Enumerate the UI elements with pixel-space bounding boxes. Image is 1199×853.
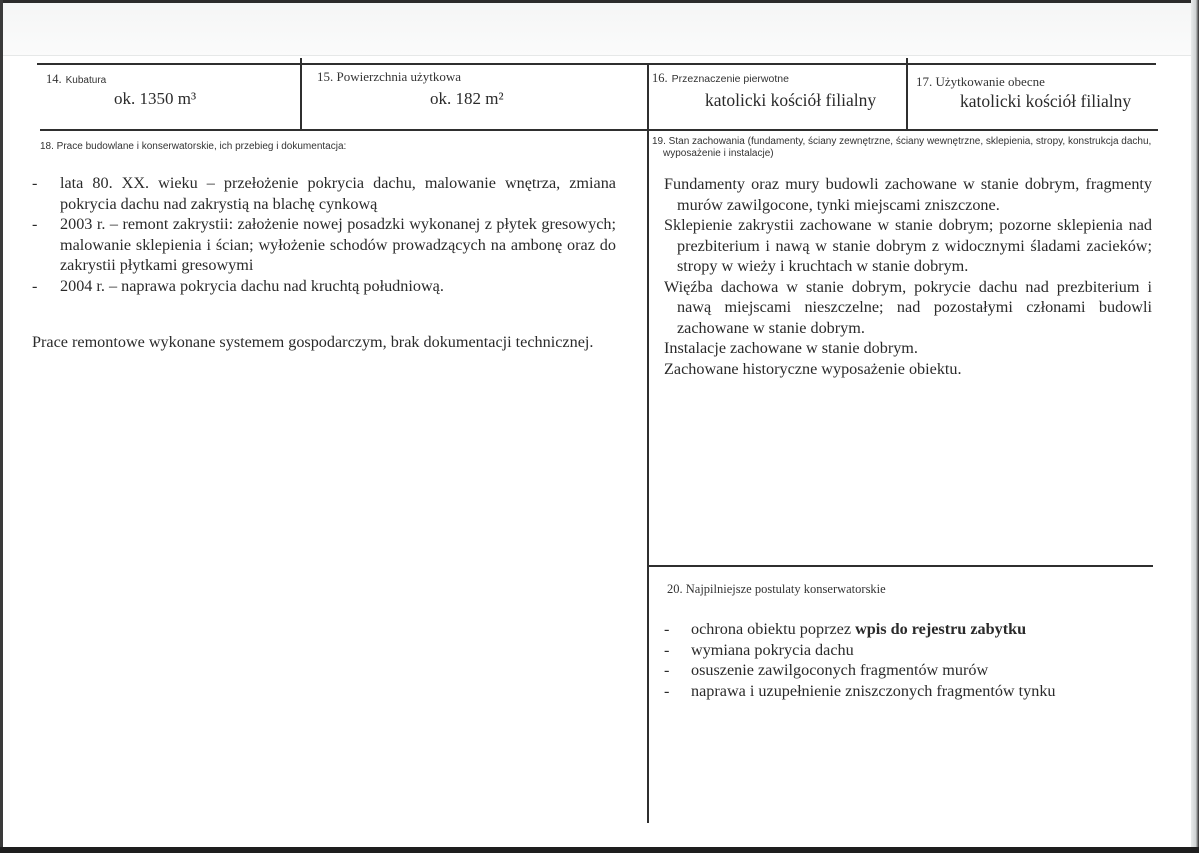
field-17-value: katolicki kościół filialny	[960, 91, 1132, 111]
list-item-text: wymiana pokrycia dachu	[691, 640, 854, 659]
bullet-dash: -	[664, 620, 670, 638]
field-17-label	[916, 74, 1045, 90]
list-item	[664, 660, 1144, 681]
rule-col-17	[906, 58, 908, 130]
scan-edge-top	[0, 0, 1199, 3]
list-item-text: lata 80. XX. wieku – przełożenie pokrycia dachu, malowanie wnętrza, zmiana pokrycia dachu nad zakrystią na blachę cynkową	[60, 174, 616, 213]
field-17-title: Użytkowanie obecne	[935, 74, 1045, 89]
list-item	[664, 640, 1144, 661]
bullet-dash: -	[32, 215, 38, 233]
field-16-value: katolicki kościół filialny	[705, 90, 877, 110]
field-14-number: 14.	[46, 72, 62, 86]
field-14-title: Kubatura	[65, 75, 107, 86]
section-19-paragraph: Sklepienie zakrystii zachowane w stanie dobrym; pozorne sklepienia nad prezbiterium i nawą w stanie dobrym z widocznymi śladami zacieków; stropy w wieży i kruchtach w stanie dobrym.	[664, 216, 1152, 275]
bullet-dash: -	[664, 640, 670, 659]
section-19-paragraph: Więźba dachowa w stanie dobrym, pokrycie dachu nad prezbiterium i nawą miejscami nieszczelne; nad pozostałymi członami budowli zachowane w stanie dobrym.	[664, 277, 1152, 337]
section-18-heading: 18. Prace budowlane i konserwatorskie, ich przebieg i dokumentacja:	[40, 141, 347, 152]
rule-top	[37, 63, 1156, 65]
section-20-body	[664, 619, 1144, 701]
rule-section-20-top	[648, 565, 1153, 567]
list-item	[32, 276, 616, 297]
list-item	[664, 681, 1144, 702]
section-19-body	[664, 174, 1152, 379]
field-14-label	[46, 70, 106, 88]
section-20-list	[664, 619, 1144, 701]
section-20-heading: 20. Najpilniejsze postulaty konserwatorskie	[667, 582, 886, 596]
list-item-text: 2003 r. – remont zakrystii: założenie nowej posadzki wykonanej z płytek gresowych; malowanie sklepienia i ścian; wyłożenie schodów prowadzących na ambonę oraz do zakrystii płytkami gresowymi	[60, 215, 616, 274]
field-17-number: 17.	[916, 74, 933, 89]
section-19-paragraph: Fundamenty oraz mury budowli zachowane w stanie dobrym, fragmenty murów zawilgocone, tynki miejscami zniszczone.	[664, 175, 1152, 214]
list-item-text: 2004 r. – naprawa pokrycia dachu nad kruchtą południową.	[60, 276, 444, 295]
list-item-text: osuszenie zawilgoconych fragmentów murów	[691, 661, 989, 679]
list-item-text: naprawa i uzupełnienie zniszczonych fragmentów tynku	[691, 681, 1056, 700]
bullet-dash: -	[32, 276, 38, 295]
field-15-value: ok. 182 m²	[430, 89, 504, 108]
list-item	[32, 173, 616, 214]
rule-header-bottom	[40, 129, 1158, 131]
list-item-bold-text: wpis do rejestru zabytku	[855, 620, 1027, 638]
scan-edge-right	[1191, 0, 1199, 853]
field-16-label	[652, 69, 789, 87]
scan-top-margin	[0, 0, 1199, 56]
field-16-number: 16.	[652, 71, 668, 85]
section-19-paragraph: Instalacje zachowane w stanie dobrym.	[664, 339, 918, 357]
field-14-value: ok. 1350 m³	[114, 89, 197, 108]
section-19-paragraph: Zachowane historyczne wyposażenie obiektu.	[664, 359, 962, 378]
bullet-dash: -	[664, 661, 670, 679]
scan-edge-left	[0, 0, 3, 853]
section-18-body	[32, 173, 616, 296]
scan-edge-bottom	[0, 847, 1199, 853]
field-15-title: Powierzchnia użytkowa	[336, 69, 462, 84]
list-item	[664, 619, 1144, 640]
bullet-dash: -	[32, 174, 38, 192]
section-18-note: Prace remontowe wykonane systemem gospodarczym, brak dokumentacji technicznej.	[32, 333, 594, 351]
list-item-text: ochrona obiektu poprzez	[691, 620, 856, 638]
bullet-dash: -	[664, 681, 670, 700]
section-19-heading: 19. Stan zachowania (fundamenty, ściany zewnętrzne, ściany wewnętrzne, sklepienia, stropy, konstrukcja dachu, wyposażenie i instalacje)	[652, 136, 1152, 159]
field-15-number: 15.	[317, 69, 334, 84]
rule-col-15	[300, 58, 302, 130]
field-15-label	[317, 69, 461, 85]
rule-col-middle	[647, 63, 649, 823]
list-item	[32, 214, 616, 276]
section-18-list	[32, 173, 616, 296]
field-16-title: Przeznaczenie pierwotne	[671, 73, 789, 85]
